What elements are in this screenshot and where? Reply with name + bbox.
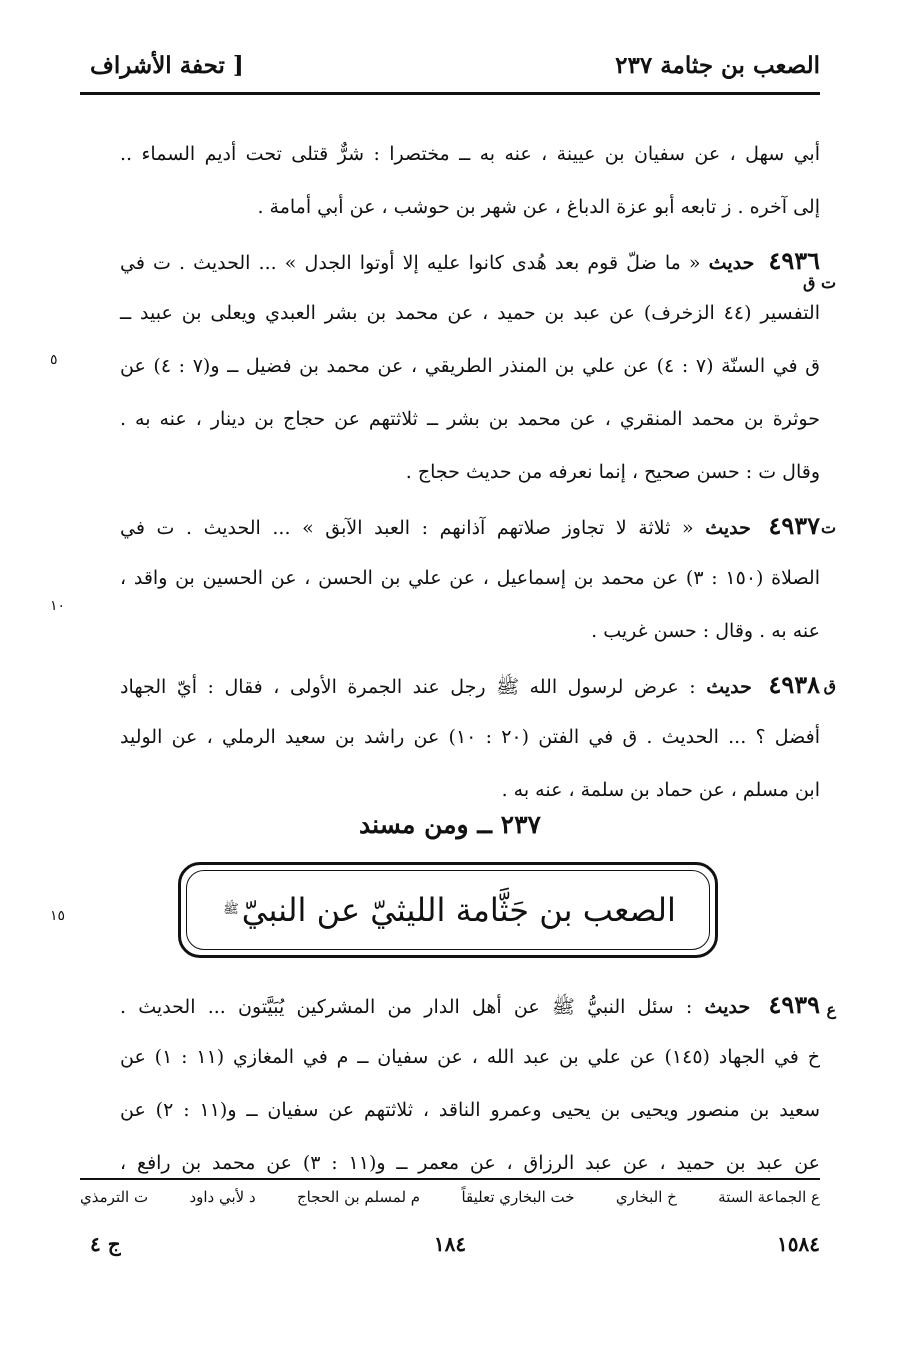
entry-keyword: حديث [708, 252, 755, 274]
text-line: حوثرة بن محمد المنقري ، عن محمد بن بشر ــ ثلاثتهم عن حجاج بن دينار ، عنه به . [120, 408, 820, 430]
hadith-entry-4937 [120, 499, 820, 552]
page-footer [80, 1232, 820, 1262]
salutation-glyph: ﷺ [223, 901, 239, 917]
entry-text: « ما ضلّ قوم بعد هُدى كانوا عليه إلا أوتوا الجدل » ... الحديث . ت في [120, 252, 701, 274]
section-heading: ٢٣٧ ــ ومن مسند [359, 810, 541, 839]
legend-item: ع الجماعة الستة [718, 1188, 820, 1206]
entry-keyword: حديث [705, 517, 751, 539]
line-number-15: ١٥ [50, 908, 66, 924]
entry-number: ٤٩٣٨ [768, 670, 820, 699]
text-line: ابن مسلم ، عن حماد بن سلمة ، عنه به . [501, 779, 820, 801]
hadith-entry-4938 [120, 658, 820, 711]
text-line: وقال ت : حسن صحيح ، إنما نعرفه من حديث حجاج . [405, 461, 820, 483]
entry-text: : سئل النبيُّ ﷺ عن أهل الدار من المشركين يُبَيَّتون ... الحديث . [120, 996, 693, 1018]
entry-number: ٤٩٣٧ [768, 511, 820, 540]
entry-keyword: حديث [704, 996, 751, 1018]
running-header [80, 52, 820, 92]
companion-name: الصعب بن جَثَّامة الليثيّ عن النبيّ [241, 891, 676, 929]
text-line: إلى آخره . ز تابعه أبو عزة الدباغ ، عن شهر بن حوشب ، عن أبي أمامة . [257, 196, 820, 218]
companion-name-frame [178, 862, 718, 958]
legend-item: خت البخاري تعليقاً [461, 1188, 575, 1206]
book-page [50, 40, 836, 1340]
line-number-5: ٥ [50, 352, 58, 368]
entry-text: « ثلاثة لا تجاوز صلاتهم آذانهم : العبد الآبق » ... الحديث . ت في [120, 517, 694, 539]
entry-text: : عرض لرسول الله ﷺ رجل عند الجمرة الأولى ، فقال : أيّ الجهاد [120, 676, 696, 698]
legend-item: د لأبي داود [189, 1188, 256, 1206]
legend-item: م لمسلم بن الحجاج [296, 1188, 421, 1206]
hadith-entry-4936 [120, 234, 820, 287]
text-line: الصلاة (١٥٠ : ٣) عن محمد بن إسماعيل ، عن علي بن الحسن ، عن الحسين بن واقد ، [120, 567, 821, 589]
header-rule [80, 92, 820, 95]
siglum-4937: ت [820, 518, 836, 537]
legend-item: ت الترمذي [80, 1188, 149, 1206]
text-line: التفسير (٤٤ الزخرف) عن عبد بن حميد ، عن محمد بن بشر العبدي ويعلى بن عبيد ــ [120, 302, 820, 324]
lower-text [100, 978, 820, 1190]
header-book-title: [ تحفة الأشراف [90, 52, 244, 79]
companion-name-inner-frame [186, 870, 710, 950]
siglum-4939: ع [826, 1000, 836, 1019]
footer-rule [80, 1178, 820, 1180]
entry-number: ٤٩٣٩ [768, 990, 820, 1019]
siglum-4936: ت ق [802, 273, 836, 292]
header-chapter-title: الصعب بن جثامة ٢٣٧ [615, 52, 820, 79]
text-line: أفضل ؟ ... الحديث . ق في الفتن (٢٠ : ١٠) عن راشد بن سعيد الرملي ، عن الوليد [120, 726, 820, 748]
text-line: خ في الجهاد (١٤٥) عن علي بن عبد الله ، عن سفيان ــ م في المغازي (١١ : ١) عن [120, 1046, 820, 1068]
line-number-10: ١٠ [50, 598, 66, 614]
book-page-number: ١٥٨٤ [777, 1232, 820, 1256]
hadith-entry-4939 [120, 978, 820, 1031]
text-line: عن عبد بن حميد ، عن عبد الرزاق ، عن معمر ــ و(١١ : ٣) عن محمد بن رافع ، [120, 1152, 820, 1174]
page-number: ١٨٤ [433, 1232, 467, 1256]
text-line: أبي سهل ، عن سفيان بن عيينة ، عنه به ــ مختصرا : شرٌّ قتلى تحت أديم السماء .. [120, 143, 820, 165]
text-line: سعيد بن منصور ويحيى بن يحيى وعمرو الناقد ، ثلاثتهم عن سفيان ــ و(١١ : ٢) عن [120, 1099, 820, 1121]
text-line: عنه به . وقال : حسن غريب . [591, 620, 820, 642]
volume-number: ج ٤ [90, 1232, 121, 1256]
text-line: ق في السنّة (٧ : ٤) عن علي بن المنذر الطريقي ، عن محمد بن فضيل ــ و(٧ : ٤) عن [120, 355, 820, 377]
entry-keyword: حديث [706, 676, 752, 698]
legend-item: خ البخاري [615, 1188, 677, 1206]
siglum-4938: ق [823, 676, 836, 695]
entry-number: ٤٩٣٦ [768, 246, 821, 275]
main-text [100, 128, 820, 817]
abbreviation-legend [80, 1188, 820, 1206]
